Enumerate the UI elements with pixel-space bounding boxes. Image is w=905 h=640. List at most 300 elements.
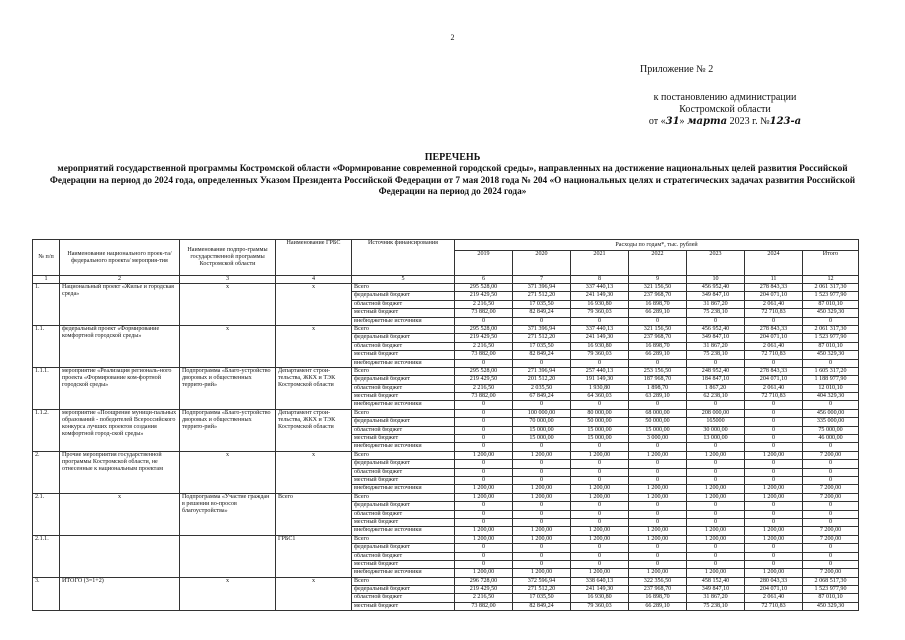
amount-cell: 0 [687,468,745,476]
amount-cell: 0 [571,552,629,560]
amount-cell: 63 289,10 [629,393,687,401]
document-subtitle: мероприятий государственной программы Костромской области «Формирование современной городской среды», направленных на достижение национальных целей развития Российской Федерации на период до 2024 года, определенных Указом Президента Российской Федерации от 7 мая 2018 года № 204 «О национальных целях и стратегических задачах развития Российской Федерации на период до 2024 года» [49,164,856,197]
index-cell: 10 [687,276,745,284]
amount-cell: 0 [571,560,629,568]
amount-cell: 1 200,00 [629,569,687,577]
total-cell: 2 068 517,30 [803,577,859,585]
amount-cell: 0 [571,443,629,451]
header-year: 2024 [745,251,803,276]
amount-cell: 165000 [687,418,745,426]
amount-cell: 0 [455,476,513,484]
total-cell: 0 [803,401,859,409]
amount-cell: 0 [687,544,745,552]
document-title: ПЕРЕЧЕНЬ [424,152,481,163]
amount-cell: 0 [455,435,513,443]
amount-cell: 82 849,24 [513,602,571,610]
amount-cell: 72 710,83 [745,602,803,610]
measure-name: мероприятие «Поощрение муници-пальных образований - победителей Всероссийского конкурса лучших проектов создания комфортной город-ской среды» [60,409,180,451]
table-row [33,367,859,375]
amount-cell: 1 200,00 [745,535,803,543]
amount-cell: 1 867,20 [687,384,745,392]
amount-cell: 1 200,00 [687,493,745,501]
amount-cell: 72 710,83 [745,309,803,317]
amount-cell: 204 071,10 [745,586,803,594]
amount-cell: 271 512,20 [513,292,571,300]
header-grbs: Наименование ГРБС [276,240,352,276]
amount-cell: 100 000,00 [513,409,571,417]
amount-cell: 278 843,33 [745,284,803,292]
amount-cell: 0 [745,359,803,367]
header-year: 2020 [513,251,571,276]
amount-cell: 0 [687,359,745,367]
funding-source: Всего [352,577,455,585]
measure-name: Прочие мероприятия государственной программы Костромской области, не отнесенные к национальным проектам [60,451,180,493]
total-cell: 7 200,00 [803,451,859,459]
amount-cell: 1 200,00 [571,493,629,501]
measure-name: мероприятие «Реализация региональ-ного проекта «Формирование ком-фортной городской среды» [60,367,180,409]
amount-cell: 0 [513,460,571,468]
funding-source: внебюджетные источники [352,359,455,367]
total-cell: 7 200,00 [803,485,859,493]
amount-cell: 271 396,94 [513,367,571,375]
amount-cell: 0 [687,510,745,518]
total-cell: 404 329,30 [803,393,859,401]
total-cell: 0 [803,476,859,484]
funding-source: Всего [352,325,455,333]
funding-source: внебюджетные источники [352,443,455,451]
amount-cell: 456 952,40 [687,284,745,292]
amount-cell: 73 882,00 [455,309,513,317]
index-cell: 5 [352,276,455,284]
total-cell: 0 [803,502,859,510]
amount-cell: 16 930,80 [571,342,629,350]
funding-source: областной бюджет [352,426,455,434]
total-cell: 0 [803,468,859,476]
amount-cell: 2 061,40 [745,594,803,602]
subprogram-name: Подпрограмма «Участие граждан в решении во-просов благоустройства» [180,493,276,535]
amount-cell: 248 952,40 [687,367,745,375]
grbs-name: х [276,284,352,326]
amount-cell: 0 [455,502,513,510]
amount-cell: 204 071,10 [745,376,803,384]
amount-cell: 0 [455,552,513,560]
amount-cell: 0 [687,443,745,451]
amount-cell: 1 200,00 [687,535,745,543]
date-mid: » [679,116,685,127]
approval-block [630,92,820,128]
amount-cell: 0 [571,359,629,367]
amount-cell: 79 360,03 [571,351,629,359]
amount-cell: 1 930,80 [571,384,629,392]
approval-line-1: к постановлению администрации [653,92,797,103]
amount-cell: 0 [455,560,513,568]
funding-source: Всего [352,451,455,459]
amount-cell: 0 [513,510,571,518]
amount-cell: 0 [571,544,629,552]
amount-cell: 0 [629,518,687,526]
measures-table [32,239,859,611]
amount-cell: 271 512,20 [513,586,571,594]
table-row [33,284,859,292]
amount-cell: 0 [455,409,513,417]
amount-cell: 237 968,70 [629,586,687,594]
measure-name [60,535,180,577]
amount-cell: 1 200,00 [571,451,629,459]
approval-date [630,116,820,128]
subprogram-name: Подпрограмма «Благо-устройство дворовых и общественных террито-рий» [180,409,276,451]
amount-cell: 0 [513,518,571,526]
amount-cell: 66 289,10 [629,309,687,317]
amount-cell: 241 149,30 [571,586,629,594]
amount-cell: 50 000,00 [629,418,687,426]
index-cell: 11 [745,276,803,284]
amount-cell: 0 [745,518,803,526]
amount-cell: 219 429,50 [455,376,513,384]
appendix-label: Приложение № 2 [640,64,714,75]
amount-cell: 1 200,00 [513,493,571,501]
total-cell: 450 329,30 [803,602,859,610]
funding-source: местный бюджет [352,435,455,443]
amount-cell: 0 [455,317,513,325]
amount-cell: 0 [455,418,513,426]
amount-cell: 62 238,10 [687,393,745,401]
amount-cell: 1 200,00 [629,485,687,493]
amount-cell: 0 [455,426,513,434]
amount-cell: 0 [513,560,571,568]
amount-cell: 73 882,00 [455,602,513,610]
total-cell: 0 [803,510,859,518]
subprogram-name: Подпрограмма «Благо-устройство дворовых и общественных террито-рий» [180,367,276,409]
amount-cell: 0 [571,518,629,526]
amount-cell: 0 [687,476,745,484]
amount-cell: 0 [455,544,513,552]
amount-cell: 73 882,00 [455,393,513,401]
amount-cell: 184 847,10 [687,376,745,384]
amount-cell: 322 356,50 [629,577,687,585]
date-year: 2023 г. № [729,116,770,127]
funding-source: федеральный бюджет [352,502,455,510]
amount-cell: 0 [687,518,745,526]
table-row [33,535,859,543]
index-cell: 4 [276,276,352,284]
total-cell: 1 523 977,90 [803,292,859,300]
amount-cell: 16 898,70 [629,300,687,308]
amount-cell: 0 [745,510,803,518]
amount-cell: 208 000,00 [687,409,745,417]
amount-cell: 0 [745,468,803,476]
amount-cell: 0 [513,552,571,560]
amount-cell: 1 200,00 [513,527,571,535]
amount-cell: 1 200,00 [687,527,745,535]
amount-cell: 0 [513,502,571,510]
amount-cell: 13 000,00 [687,435,745,443]
amount-cell: 1 200,00 [745,569,803,577]
funding-source: федеральный бюджет [352,334,455,342]
date-day: 31 [665,116,680,127]
funding-source: Всего [352,409,455,417]
amount-cell: 0 [455,359,513,367]
amount-cell: 16 898,70 [629,594,687,602]
amount-cell: 371 396,94 [513,325,571,333]
amount-cell: 2 061,40 [745,300,803,308]
amount-cell: 349 847,10 [687,334,745,342]
subprogram-name: х [180,577,276,611]
amount-cell: 1 200,00 [513,569,571,577]
amount-cell: 0 [629,544,687,552]
table-row [33,409,859,417]
amount-cell: 0 [687,552,745,560]
amount-cell: 1 898,70 [629,384,687,392]
amount-cell: 17 035,50 [513,300,571,308]
amount-cell: 1 200,00 [513,485,571,493]
total-cell: 7 200,00 [803,535,859,543]
amount-cell: 0 [571,476,629,484]
amount-cell: 201 512,20 [513,376,571,384]
row-number: 3. [33,577,60,611]
amount-cell: 50 000,00 [571,418,629,426]
funding-source: областной бюджет [352,468,455,476]
amount-cell: 1 200,00 [629,451,687,459]
amount-cell: 0 [455,460,513,468]
amount-cell: 0 [571,502,629,510]
amount-cell: 204 071,10 [745,334,803,342]
total-cell: 2 061 317,30 [803,284,859,292]
amount-cell: 2 216,50 [455,300,513,308]
amount-cell: 1 200,00 [687,451,745,459]
amount-cell: 0 [745,476,803,484]
amount-cell: 219 429,50 [455,334,513,342]
amount-cell: 79 360,03 [571,602,629,610]
row-number: 2.1. [33,493,60,535]
total-cell: 450 329,30 [803,351,859,359]
amount-cell: 0 [571,401,629,409]
amount-cell: 372 596,94 [513,577,571,585]
funding-source: областной бюджет [352,384,455,392]
total-cell: 0 [803,518,859,526]
amount-cell: 1 200,00 [571,535,629,543]
amount-cell: 349 847,10 [687,292,745,300]
funding-source: федеральный бюджет [352,460,455,468]
total-cell: 1 523 977,90 [803,334,859,342]
index-cell: 9 [629,276,687,284]
amount-cell: 31 867,20 [687,594,745,602]
funding-source: внебюджетные источники [352,527,455,535]
amount-cell: 70 000,00 [513,418,571,426]
amount-cell: 0 [745,317,803,325]
amount-cell: 1 200,00 [571,527,629,535]
index-row [33,276,859,284]
amount-cell: 1 200,00 [745,527,803,535]
amount-cell: 1 200,00 [455,451,513,459]
header-source: Источник финансирования [352,240,455,276]
index-cell: 7 [513,276,571,284]
amount-cell: 64 360,03 [571,393,629,401]
total-cell: 87 010,10 [803,342,859,350]
funding-source: Всего [352,367,455,375]
total-cell: 7 200,00 [803,493,859,501]
grbs-name: х [276,325,352,367]
amount-cell: 0 [571,510,629,518]
amount-cell: 349 847,10 [687,586,745,594]
amount-cell: 1 200,00 [455,535,513,543]
total-cell: 75 000,00 [803,426,859,434]
total-cell: 1 523 977,90 [803,586,859,594]
amount-cell: 1 200,00 [455,527,513,535]
total-cell: 87 010,10 [803,300,859,308]
measure-name: х [60,493,180,535]
amount-cell: 1 200,00 [455,485,513,493]
amount-cell: 1 200,00 [687,569,745,577]
funding-source: местный бюджет [352,602,455,610]
amount-cell: 257 440,13 [571,367,629,375]
amount-cell: 75 238,10 [687,309,745,317]
table-row [33,493,859,501]
amount-cell: 15 000,00 [629,426,687,434]
amount-cell: 271 512,20 [513,334,571,342]
amount-cell: 72 710,83 [745,393,803,401]
amount-cell: 0 [629,317,687,325]
total-cell: 0 [803,552,859,560]
amount-cell: 15 000,00 [513,435,571,443]
amount-cell: 0 [745,552,803,560]
table-row [33,577,859,585]
funding-source: областной бюджет [352,342,455,350]
total-cell: 7 200,00 [803,569,859,577]
amount-cell: 0 [571,468,629,476]
header-year: 2019 [455,251,513,276]
amount-cell: 0 [571,317,629,325]
subprogram-name: х [180,451,276,493]
amount-cell: 0 [745,544,803,552]
amount-cell: 15 000,00 [571,435,629,443]
index-cell: 2 [60,276,180,284]
amount-cell: 0 [455,443,513,451]
amount-cell: 0 [629,460,687,468]
amount-cell: 1 200,00 [513,451,571,459]
amount-cell: 0 [629,510,687,518]
amount-cell: 0 [687,502,745,510]
row-number: 2. [33,451,60,493]
amount-cell: 2 216,50 [455,594,513,602]
amount-cell: 72 710,83 [745,351,803,359]
header-project: Наименование национального проек-та/ федерального проекта/ мероприя-тия [60,240,180,276]
amount-cell: 0 [455,401,513,409]
funding-source: местный бюджет [352,309,455,317]
amount-cell: 0 [629,443,687,451]
date-number: 123-а [769,116,802,127]
amount-cell: 2 035,50 [513,384,571,392]
row-number: 1. [33,284,60,326]
funding-source: Всего [352,535,455,543]
funding-source: федеральный бюджет [352,418,455,426]
amount-cell: 321 156,50 [629,284,687,292]
total-cell: 7 200,00 [803,527,859,535]
amount-cell: 237 968,70 [629,334,687,342]
amount-cell: 0 [629,502,687,510]
amount-cell: 0 [455,518,513,526]
amount-cell: 0 [629,476,687,484]
amount-cell: 82 849,24 [513,309,571,317]
header-year: 2023 [687,251,745,276]
amount-cell: 30 000,00 [687,426,745,434]
amount-cell: 278 843,33 [745,325,803,333]
subprogram-name: х [180,284,276,326]
amount-cell: 0 [629,560,687,568]
total-cell: 1 605 317,20 [803,367,859,375]
amount-cell: 0 [571,460,629,468]
amount-cell: 15 000,00 [571,426,629,434]
funding-source: федеральный бюджет [352,544,455,552]
amount-cell: 280 043,33 [745,577,803,585]
funding-source: федеральный бюджет [352,376,455,384]
funding-source: внебюджетные источники [352,317,455,325]
amount-cell: 66 289,10 [629,602,687,610]
funding-source: местный бюджет [352,476,455,484]
amount-cell: 0 [745,460,803,468]
grbs-name: Департамент строи-тельства, ЖКХ и ТЭК Костромской области [276,409,352,451]
amount-cell: 16 930,80 [571,300,629,308]
total-cell: 335 000,00 [803,418,859,426]
amount-cell: 241 149,30 [571,292,629,300]
amount-cell: 1 200,00 [629,493,687,501]
amount-cell: 1 200,00 [745,493,803,501]
amount-cell: 1 200,00 [687,485,745,493]
funding-source: федеральный бюджет [352,292,455,300]
amount-cell: 237 968,70 [629,292,687,300]
amount-cell: 2 061,40 [745,384,803,392]
header-num: № п/п [33,240,60,276]
amount-cell: 0 [745,418,803,426]
amount-cell: 15 000,00 [513,426,571,434]
subprogram-name: х [180,325,276,367]
header-total: Итого [803,251,859,276]
total-cell: 1 188 977,90 [803,376,859,384]
amount-cell: 80 000,00 [571,409,629,417]
amount-cell: 187 968,70 [629,376,687,384]
funding-source: областной бюджет [352,510,455,518]
funding-source: Всего [352,493,455,501]
total-cell: 450 329,30 [803,309,859,317]
amount-cell: 0 [629,401,687,409]
grbs-name: Департамент строи-тельства, ЖКХ и ТЭК Костромской области [276,367,352,409]
amount-cell: 296 728,00 [455,577,513,585]
amount-cell: 0 [745,435,803,443]
amount-cell: 31 867,20 [687,300,745,308]
page-number: 2 [450,33,455,42]
approval-line-2: Костромской области [679,104,771,115]
index-cell: 12 [803,276,859,284]
total-cell: 0 [803,317,859,325]
amount-cell: 295 528,00 [455,325,513,333]
amount-cell: 2 061,40 [745,342,803,350]
amount-cell: 0 [745,502,803,510]
amount-cell: 0 [629,359,687,367]
amount-cell: 0 [687,401,745,409]
header-subprogram: Наименование подпро-граммы государственной программы Костромской области [180,240,276,276]
total-cell: 46 000,00 [803,435,859,443]
amount-cell: 204 071,10 [745,292,803,300]
amount-cell: 0 [687,560,745,568]
table-body [33,284,859,611]
table-row [33,325,859,333]
funding-source: федеральный бюджет [352,586,455,594]
amount-cell: 191 149,30 [571,376,629,384]
index-cell: 8 [571,276,629,284]
amount-cell: 337 440,13 [571,284,629,292]
total-cell: 0 [803,560,859,568]
amount-cell: 0 [455,468,513,476]
amount-cell: 16 930,80 [571,594,629,602]
